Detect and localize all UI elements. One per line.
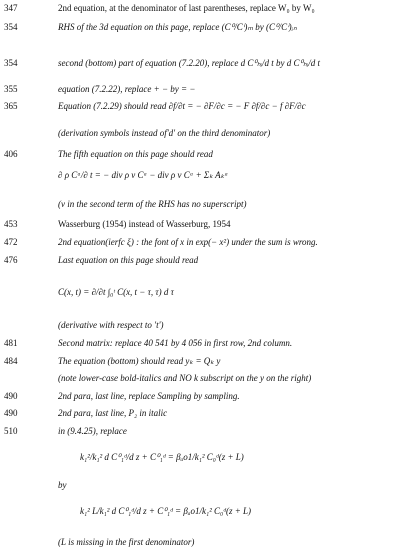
erratum-note: (derivation symbols instead of'd' on the third denominator): [58, 128, 271, 138]
erratum-text: second (bottom) part of equation (7.2.20), replace d C⁰ₕᵢ/d t by d C⁰ₕᵢ/d t: [58, 58, 320, 68]
erratum-text: Last equation on this page should read: [58, 255, 199, 265]
page-number: 354: [4, 58, 18, 68]
erratum-text: Wasserburg (1954) instead of Wasserburg, 1954: [58, 219, 231, 229]
erratum-text: Second matrix: replace 40 541 by 4 056 in first row, 2nd column.: [58, 338, 293, 348]
equation: C(x, t) = ∂/∂t ∫₀ᵗ C(x, t − τ, τ) d τ: [58, 287, 174, 297]
erratum-text: 2nd para, last line, replace Sampling by sampling.: [58, 391, 240, 401]
erratum-text: 2nd equation(ierfc ξ) : the font of x in exp(− x²) under the sum is wrong.: [58, 237, 318, 247]
page-number: 510: [4, 426, 18, 436]
erratum-note: (derivative with respect to 't'): [58, 320, 164, 330]
erratum-text: in (9.4.25), replace: [58, 426, 127, 436]
page-number: 472: [4, 237, 18, 247]
erratum-text: Equation (7.2.29) should read ∂f/∂t = − ∂F/∂c = − F ∂f/∂c − f ∂F/∂c: [58, 101, 306, 111]
erratum-text: The fifth equation on this page should read: [58, 149, 213, 159]
page-number: 490: [4, 391, 18, 401]
page-number: 354: [4, 22, 18, 32]
page-number: 365: [4, 101, 18, 111]
erratum-text: RHS of the 3d equation on this page, replace (C⁰/Cⁱ)ₘ by (C⁰/Cⁱ)ᵢₙ: [58, 22, 297, 32]
erratum-note: (L is missing in the first denominator): [58, 537, 195, 547]
erratum-text: 2nd para, last line, P₂ in italic: [58, 408, 168, 418]
equation: k₁² L/k₁² d C⁰₁ᵈ/d z + C⁰₁ᵈ = βₐo1/k₁² C₀ᵈ(z + L): [80, 506, 252, 516]
erratum-text: equation (7.2.22), replace + − by = −: [58, 84, 196, 94]
erratum-text: The equation (bottom) should read yₖ = Qₖ y: [58, 356, 221, 366]
page-number: 347: [4, 3, 18, 13]
page-number: 481: [4, 338, 18, 348]
erratum-text: 2nd equation, at the denominator of last parentheses, replace W₀ by W₀: [58, 3, 315, 13]
connector-text: by: [58, 480, 67, 490]
page-number: 453: [4, 219, 18, 229]
erratum-note: (note lower-case bold-italics and NO k subscript on the y on the right): [58, 373, 312, 383]
page-number: 476: [4, 255, 18, 265]
page-number: 484: [4, 356, 18, 366]
equation: k₁²/k₁² d C⁰₁ᵈ/d z + C⁰₁ᵈ = βₐo1/k₁² C₀ᵈ(z + L): [80, 452, 244, 462]
page-number: 490: [4, 408, 18, 418]
page-number: 355: [4, 84, 18, 94]
erratum-note: (ν in the second term of the RHS has no superscript): [58, 199, 247, 209]
equation: ∂ ρ Cᵃ/∂ t = − div ρ ν Cᵃ − div ρ ν Cᵃ + Σₖ Aₖᵃ: [58, 170, 229, 180]
page-number: 406: [4, 149, 18, 159]
